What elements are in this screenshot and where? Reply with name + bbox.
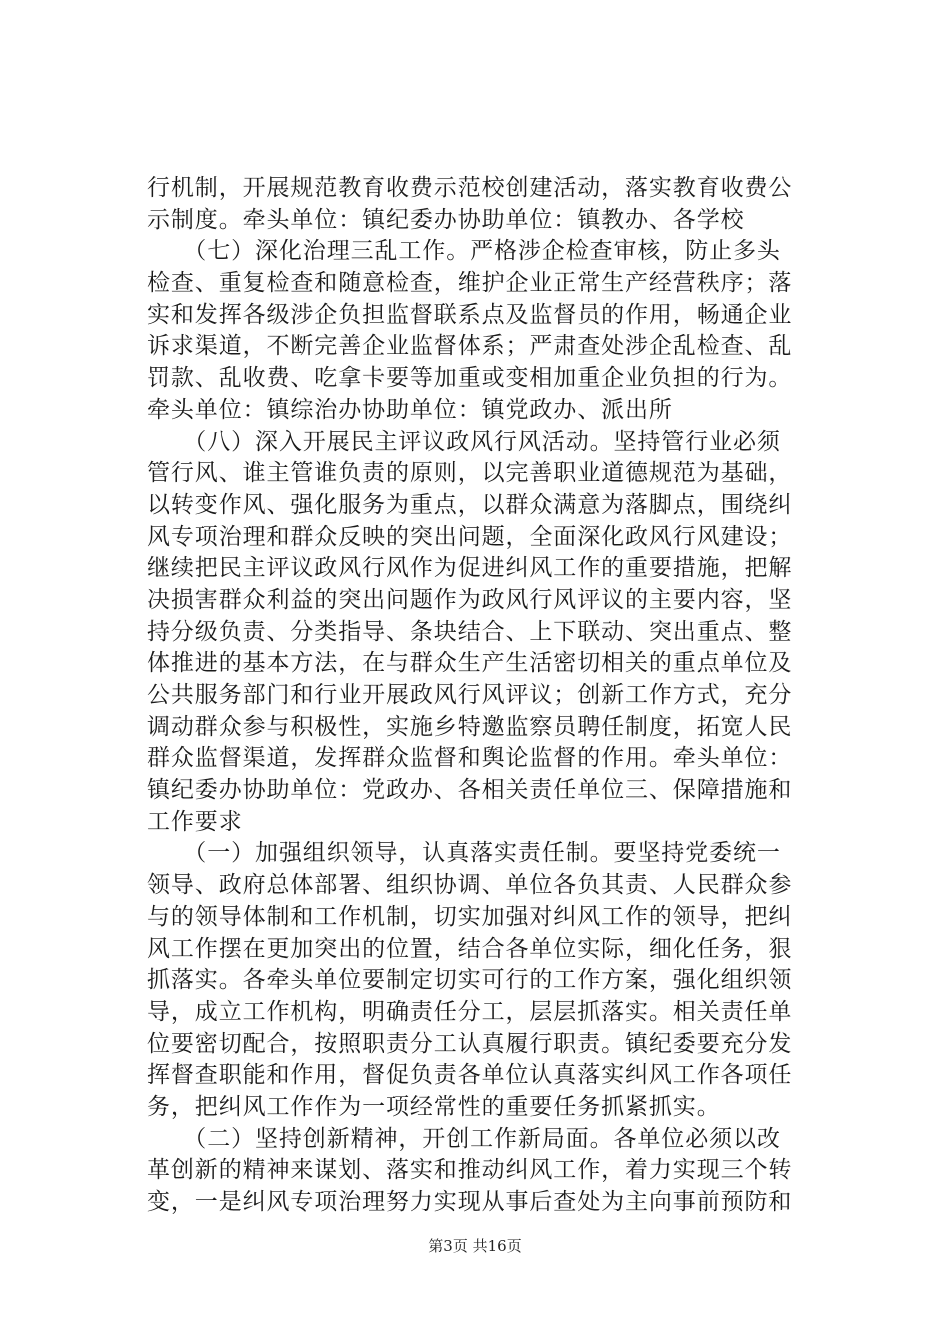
text-line: 导，成立工作机构，明确责任分工，层层抓落实。相关责任单 bbox=[147, 998, 793, 1025]
text-line: 革创新的精神来谋划、落实和推动纠风工作，着力实现三个转 bbox=[147, 1157, 793, 1184]
text-line: 公共服务部门和行业开展政风行风评议；创新工作方式，充分 bbox=[147, 682, 793, 708]
text-line: 决损害群众利益的突出问题作为政风行风评议的主要内容，坚 bbox=[147, 586, 793, 613]
text-line: 继续把民主评议政风行风作为促进纠风工作的重要措施，把解 bbox=[147, 555, 793, 582]
text-line: 以转变作风、强化服务为重点，以群众满意为落脚点，围绕纠 bbox=[147, 491, 793, 518]
text-line: 风专项治理和群众反映的突出问题，全面深化政风行风建设； bbox=[147, 523, 793, 550]
text-line: 位要密切配合，按照职责分工认真履行职责。镇纪委要充分发 bbox=[147, 1030, 793, 1057]
text-line: 体推进的基本方法，在与群众生产生活密切相关的重点单位及 bbox=[147, 650, 793, 677]
text-line: （一）加强组织领导，认真落实责任制。要坚持党委统一 bbox=[147, 840, 781, 867]
text-line: （七）深化治理三乱工作。严格涉企检查审核，防止多头 bbox=[147, 238, 781, 265]
text-line: （八）深入开展民主评议政风行风活动。坚持管行业必须 bbox=[147, 428, 781, 455]
text-line: 与的领导体制和工作机制，切实加强对纠风工作的领导，把纠 bbox=[147, 903, 793, 930]
text-line: 持分级负责、分类指导、条块结合、上下联动、突出重点、整 bbox=[147, 618, 793, 645]
text-line: 工作要求 bbox=[147, 808, 243, 835]
text-line: 风工作摆在更加突出的位置，结合各单位实际，细化任务，狠 bbox=[147, 935, 793, 962]
text-line: 务，把纠风工作作为一项经常性的重要任务抓紧抓实。 bbox=[147, 1093, 721, 1120]
text-line: 管行风、谁主管谁负责的原则，以完善职业道德规范为基础， bbox=[147, 460, 793, 487]
text-line: 诉求渠道，不断完善企业监督体系；严肃查处涉企乱检查、乱 bbox=[147, 333, 793, 360]
text-line: 牵头单位：镇综治办协助单位：镇党政办、派出所 bbox=[147, 396, 673, 423]
page-number-footer: 第3页 共16页 bbox=[428, 1237, 522, 1255]
text-line: 检查、重复检查和随意检查，维护企业正常生产经营秩序；落 bbox=[147, 270, 793, 297]
text-line: 领导、政府总体部署、组织协调、单位各负其责、人民群众参 bbox=[147, 872, 793, 899]
text-line: 罚款、乱收费、吃拿卡要等加重或变相加重企业负担的行为。 bbox=[147, 365, 793, 392]
text-line: 行机制，开展规范教育收费示范校创建活动，落实教育收费公 bbox=[147, 175, 793, 201]
text-line: （二）坚持创新精神，开创工作新局面。各单位必须以改 bbox=[147, 1125, 781, 1152]
text-line: 挥督查职能和作用，督促负责各单位认真落实纠风工作各项任 bbox=[147, 1062, 793, 1089]
text-line: 抓落实。各牵头单位要制定切实可行的工作方案，强化组织领 bbox=[147, 967, 793, 994]
text-line: 调动群众参与积极性，实施乡特邀监察员聘任制度，拓宽人民 bbox=[147, 713, 793, 740]
text-line: 实和发挥各级涉企负担监督联系点及监督员的作用，畅通企业 bbox=[147, 301, 793, 328]
text-line: 镇纪委办协助单位：党政办、各相关责任单位三、保障措施和 bbox=[147, 777, 793, 804]
text-line: 群众监督渠道，发挥群众监督和舆论监督的作用。牵头单位： bbox=[147, 745, 793, 772]
document-body bbox=[147, 173, 811, 1219]
text-line: 示制度。牵头单位：镇纪委办协助单位：镇教办、各学校 bbox=[147, 206, 745, 233]
text-line: 变，一是纠风专项治理努力实现从事后查处为主向事前预防和 bbox=[147, 1189, 793, 1215]
